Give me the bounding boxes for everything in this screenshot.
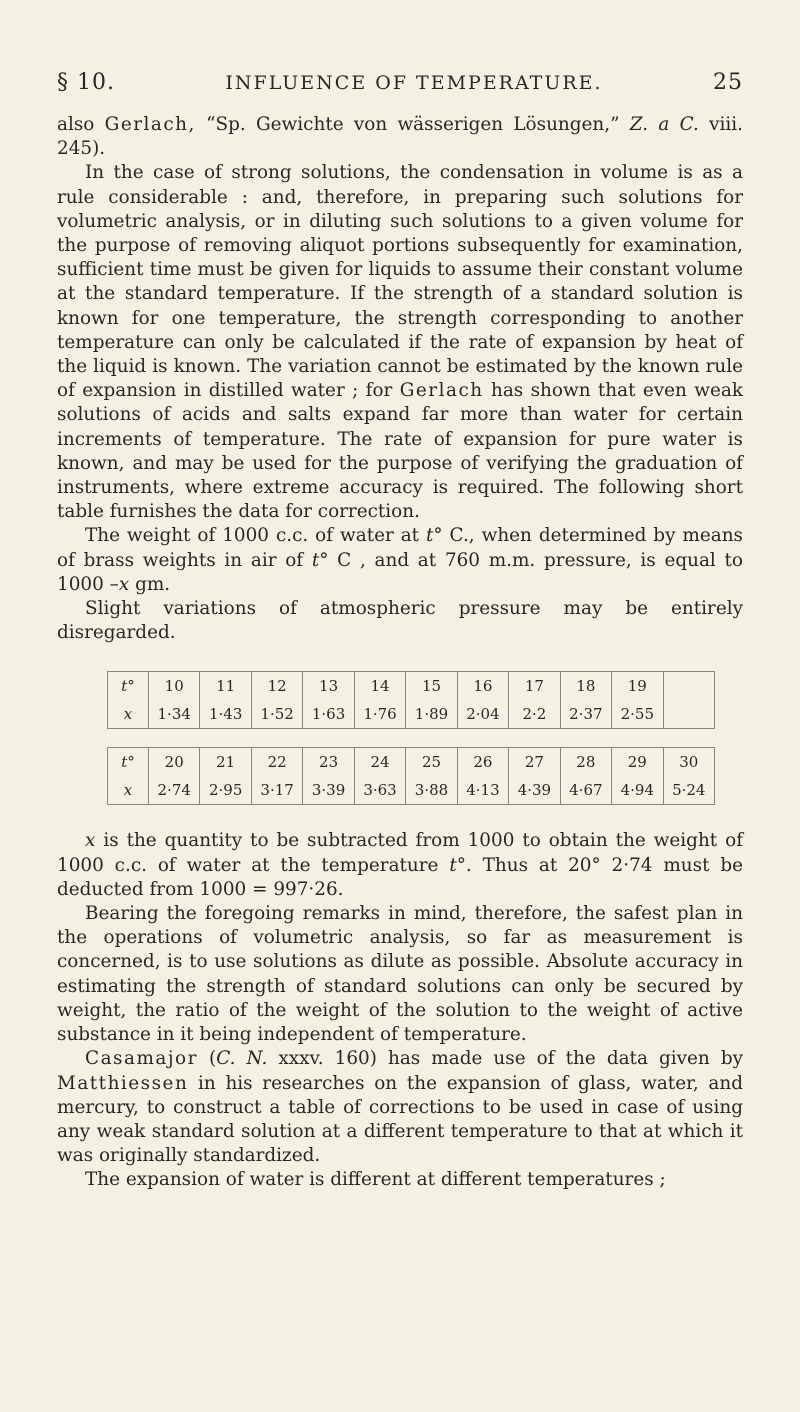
- running-title: INFLUENCE OF TEMPERATURE.: [225, 72, 603, 94]
- author-name: Gerlach: [399, 380, 484, 402]
- table-cell: 15: [406, 672, 457, 701]
- table-cell: 25: [406, 748, 457, 777]
- table-cell: 2·74: [149, 776, 200, 805]
- author-name: Matthiessen: [57, 1072, 189, 1094]
- table-cell: 30: [663, 748, 714, 777]
- paragraph-5: x is the quantity to be subtracted from 1000 to obtain the weight of 1000 c.c. of water at the temperature t°. Thus at 20° 2·74 must be deducted from 1000 = 997·26.: [57, 830, 744, 900]
- table-cell: 27: [509, 748, 560, 777]
- table-cell: 3·39: [303, 776, 354, 805]
- table-cell: 2·55: [612, 700, 663, 729]
- table-cell: 4·13: [457, 776, 508, 805]
- table-cell: 23: [303, 748, 354, 777]
- table-cell: 24: [354, 748, 405, 777]
- table-cell: 1·43: [200, 700, 251, 729]
- table-cell: 28: [560, 748, 611, 777]
- table-cell: 19: [612, 672, 663, 701]
- table-cell: [663, 700, 714, 729]
- paragraph-8: The expansion of water is different at different temperatures ;: [85, 1169, 666, 1191]
- table-cell: 18: [560, 672, 611, 701]
- paragraph-2: In the case of strong solutions, the condensation in volume is as a rule considerable : and, therefore, in preparing such solutions for volumetric analysis, or in diluting such solutions to a given volume for the purpose of removing aliquot portions subsequently for examination, sufficient time must be given for liquids to assume their constant volume at the standard temperature. If the strength of a standard solution is known for one temperature, the strength corresponding to another temperature can only be calculated if the rate of expansion by heat of the liquid is known. The variation cannot be estimated by the known rule of expansion in distilled water ; for Gerlach has shown that even weak solutions of acids and salts expand far more than water for certain increments of temperature. The rate of expansion for pure water is known, and may be used for the purpose of verifying the graduation of instruments, where extreme accuracy is required. The following short table furnishes the data for correction.: [57, 162, 743, 523]
- table-cell: 10: [149, 672, 200, 701]
- table-cell: 29: [612, 748, 663, 777]
- page-number: 25: [712, 70, 743, 95]
- author-name: Casamajor: [85, 1048, 198, 1070]
- table-row: [108, 700, 715, 729]
- table-cell: 1·76: [354, 700, 405, 729]
- table-cell: 14: [354, 672, 405, 701]
- table-cell: t°: [108, 748, 149, 777]
- table-cell: 1·34: [149, 700, 200, 729]
- table-cell: 22: [251, 748, 302, 777]
- paragraph-1: also Gerlach, “Sp. Gewichte von wässerigen Lösungen,” Z. a C. viii. 245).: [57, 114, 743, 160]
- table-cell: 17: [509, 672, 560, 701]
- table-cell: 1·63: [303, 700, 354, 729]
- table-cell: [663, 672, 714, 701]
- table-cell: 2·04: [457, 700, 508, 729]
- table-row: [108, 748, 715, 777]
- table-cell: 20: [149, 748, 200, 777]
- table-cell: 13: [303, 672, 354, 701]
- table-row: [108, 776, 715, 805]
- author-name: Gerlach,: [104, 114, 196, 135]
- body-text: [57, 113, 743, 1193]
- table-cell: [108, 729, 715, 748]
- table-cell: 26: [457, 748, 508, 777]
- table-row: [108, 672, 715, 701]
- table-cell: 1·89: [406, 700, 457, 729]
- table-cell: 4·94: [612, 776, 663, 805]
- paragraph-6: Bearing the foregoing remarks in mind, therefore, the safest plan in the operations of volumetric analysis, so far as measurement is concerned, is to use solutions as dilute as possible. Absolute accuracy in estimating the strength of standard solutions can only be secured by weight, the ratio of the weight of the solution to the weight of active substance in it being independent of temperature.: [57, 903, 743, 1046]
- table-cell: 1·52: [251, 700, 302, 729]
- paragraph-3: The weight of 1000 c.c. of water at t° C., when determined by means of brass weights in air of t° C , and at 760 m.m. pressure, is equal to 1000 –x gm.: [57, 525, 743, 595]
- table-cell: 3·17: [251, 776, 302, 805]
- table-cell: 4·67: [560, 776, 611, 805]
- table-cell: 3·88: [406, 776, 457, 805]
- citation: C. N.: [216, 1048, 268, 1070]
- correction-table: [107, 671, 715, 805]
- running-header: [57, 70, 743, 95]
- citation: Z. a C.: [629, 114, 699, 135]
- book-page: [57, 70, 743, 1193]
- table-cell: 11: [200, 672, 251, 701]
- table-cell: 2·2: [509, 700, 560, 729]
- table-cell: 5·24: [663, 776, 714, 805]
- paragraph-7: Casamajor (C. N. xxxv. 160) has made use of the data given by Matthiessen in his researches on the expansion of glass, water, and mercury, to construct a table of corrections to be used in case of using any weak standard solution at a different temperature to that at which it was originally standardized.: [57, 1048, 743, 1167]
- table-cell: 2·37: [560, 700, 611, 729]
- table-cell: 4·39: [509, 776, 560, 805]
- table-cell: 3·63: [354, 776, 405, 805]
- table-cell: x: [108, 776, 149, 805]
- table-cell: 2·95: [200, 776, 251, 805]
- section-number: § 10.: [57, 70, 115, 95]
- table-cell: 16: [457, 672, 508, 701]
- table-cell: t°: [108, 672, 149, 701]
- paragraph-4: Slight variations of atmospheric pressure may be entirely disregarded.: [57, 598, 743, 644]
- table-cell: 12: [251, 672, 302, 701]
- table-cell: x: [108, 700, 149, 729]
- table-cell: 21: [200, 748, 251, 777]
